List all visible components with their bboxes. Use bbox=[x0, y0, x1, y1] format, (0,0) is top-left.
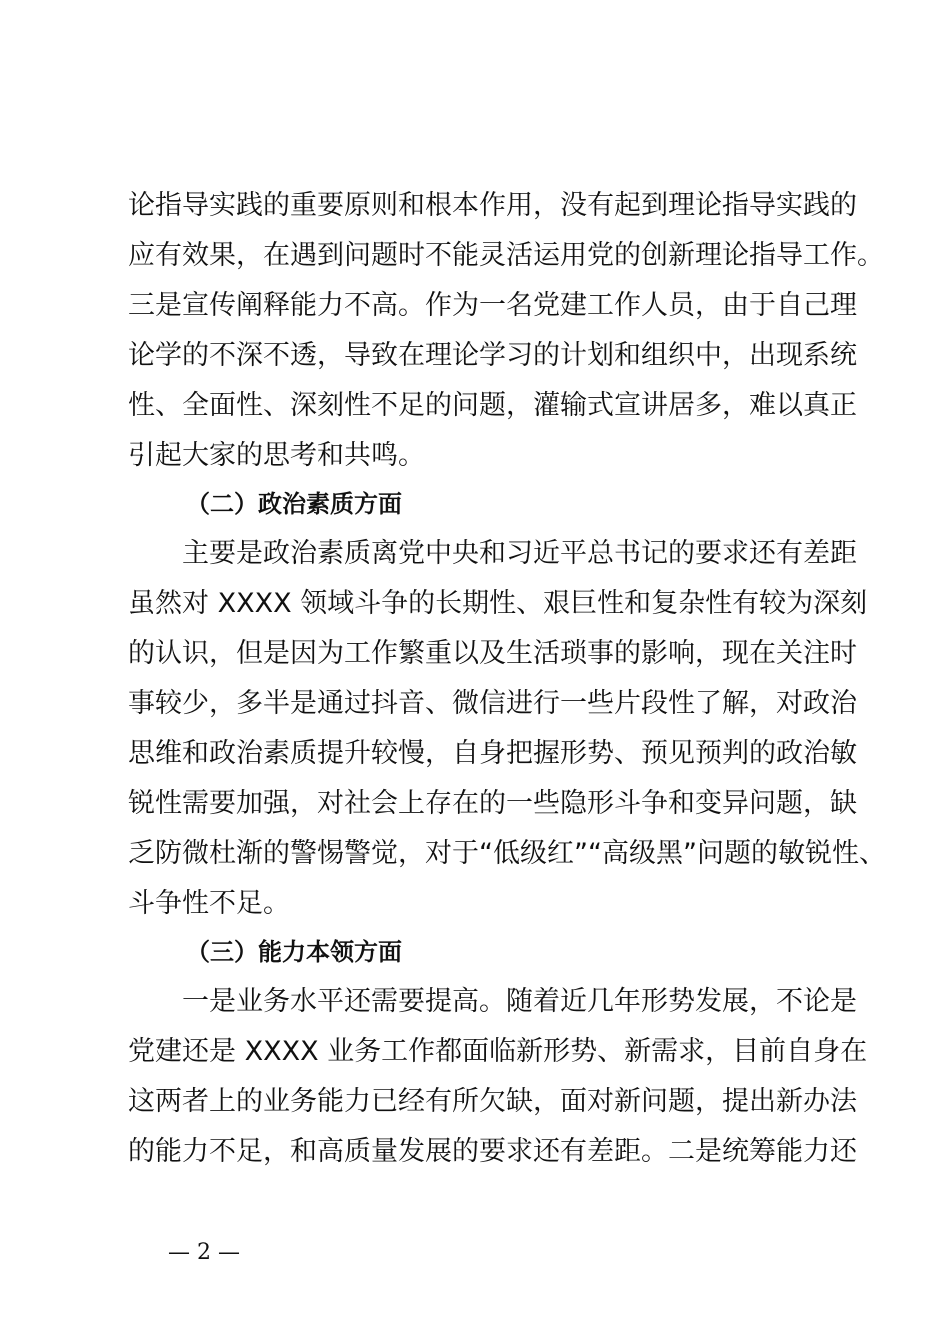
body-text-line: 这两者上的业务能力已经有所欠缺，面对新问题，提出新办法 bbox=[128, 1086, 857, 1117]
body-text-line: 性、全面性、深刻性不足的问题，灌输式宣讲居多，难以真正 bbox=[128, 390, 857, 421]
page-number: — 2 — bbox=[168, 1240, 240, 1265]
body-text-line: 斗争性不足。 bbox=[128, 888, 290, 919]
body-text-line: 应有效果，在遇到问题时不能灵活运用党的创新理论指导工作。 bbox=[128, 240, 884, 271]
body-text-line: 党建还是 XXXX 业务工作都面临新形势、新需求，目前自身在 bbox=[128, 1036, 868, 1067]
body-text-line: 虽然对 XXXX 领域斗争的长期性、艰巨性和复杂性有较为深刻 bbox=[128, 588, 868, 619]
body-text-line: 论学的不深不透，导致在理论学习的计划和组织中，出现系统 bbox=[128, 340, 857, 371]
body-text-line: 一是业务水平还需要提高。随着近几年形势发展，不论是 bbox=[182, 986, 857, 1017]
section-heading: （三）能力本领方面 bbox=[186, 938, 402, 966]
body-text-line: 的认识，但是因为工作繁重以及生活琐事的影响，现在关注时 bbox=[128, 638, 857, 669]
body-text-line: 锐性需要加强，对社会上存在的一些隐形斗争和变异问题，缺 bbox=[128, 788, 857, 819]
body-text-line: 乏防微杜渐的警惕警觉，对于“低级红”“高级黑”问题的敏锐性、 bbox=[128, 838, 886, 869]
body-text-line: 思维和政治素质提升较慢，自身把握形势、预见预判的政治敏 bbox=[128, 738, 857, 769]
body-text-line: 主要是政治素质离党中央和习近平总书记的要求还有差距 bbox=[182, 538, 857, 569]
body-text-line: 引起大家的思考和共鸣。 bbox=[128, 440, 425, 471]
body-text-line: 论指导实践的重要原则和根本作用，没有起到理论指导实践的 bbox=[128, 190, 857, 221]
section-heading: （二）政治素质方面 bbox=[186, 490, 402, 518]
body-text-line: 事较少，多半是通过抖音、微信进行一些片段性了解，对政治 bbox=[128, 688, 857, 719]
body-text-line: 的能力不足，和高质量发展的要求还有差距。二是统筹能力还 bbox=[128, 1136, 857, 1167]
body-text-line: 三是宣传阐释能力不高。作为一名党建工作人员，由于自己理 bbox=[128, 290, 857, 321]
